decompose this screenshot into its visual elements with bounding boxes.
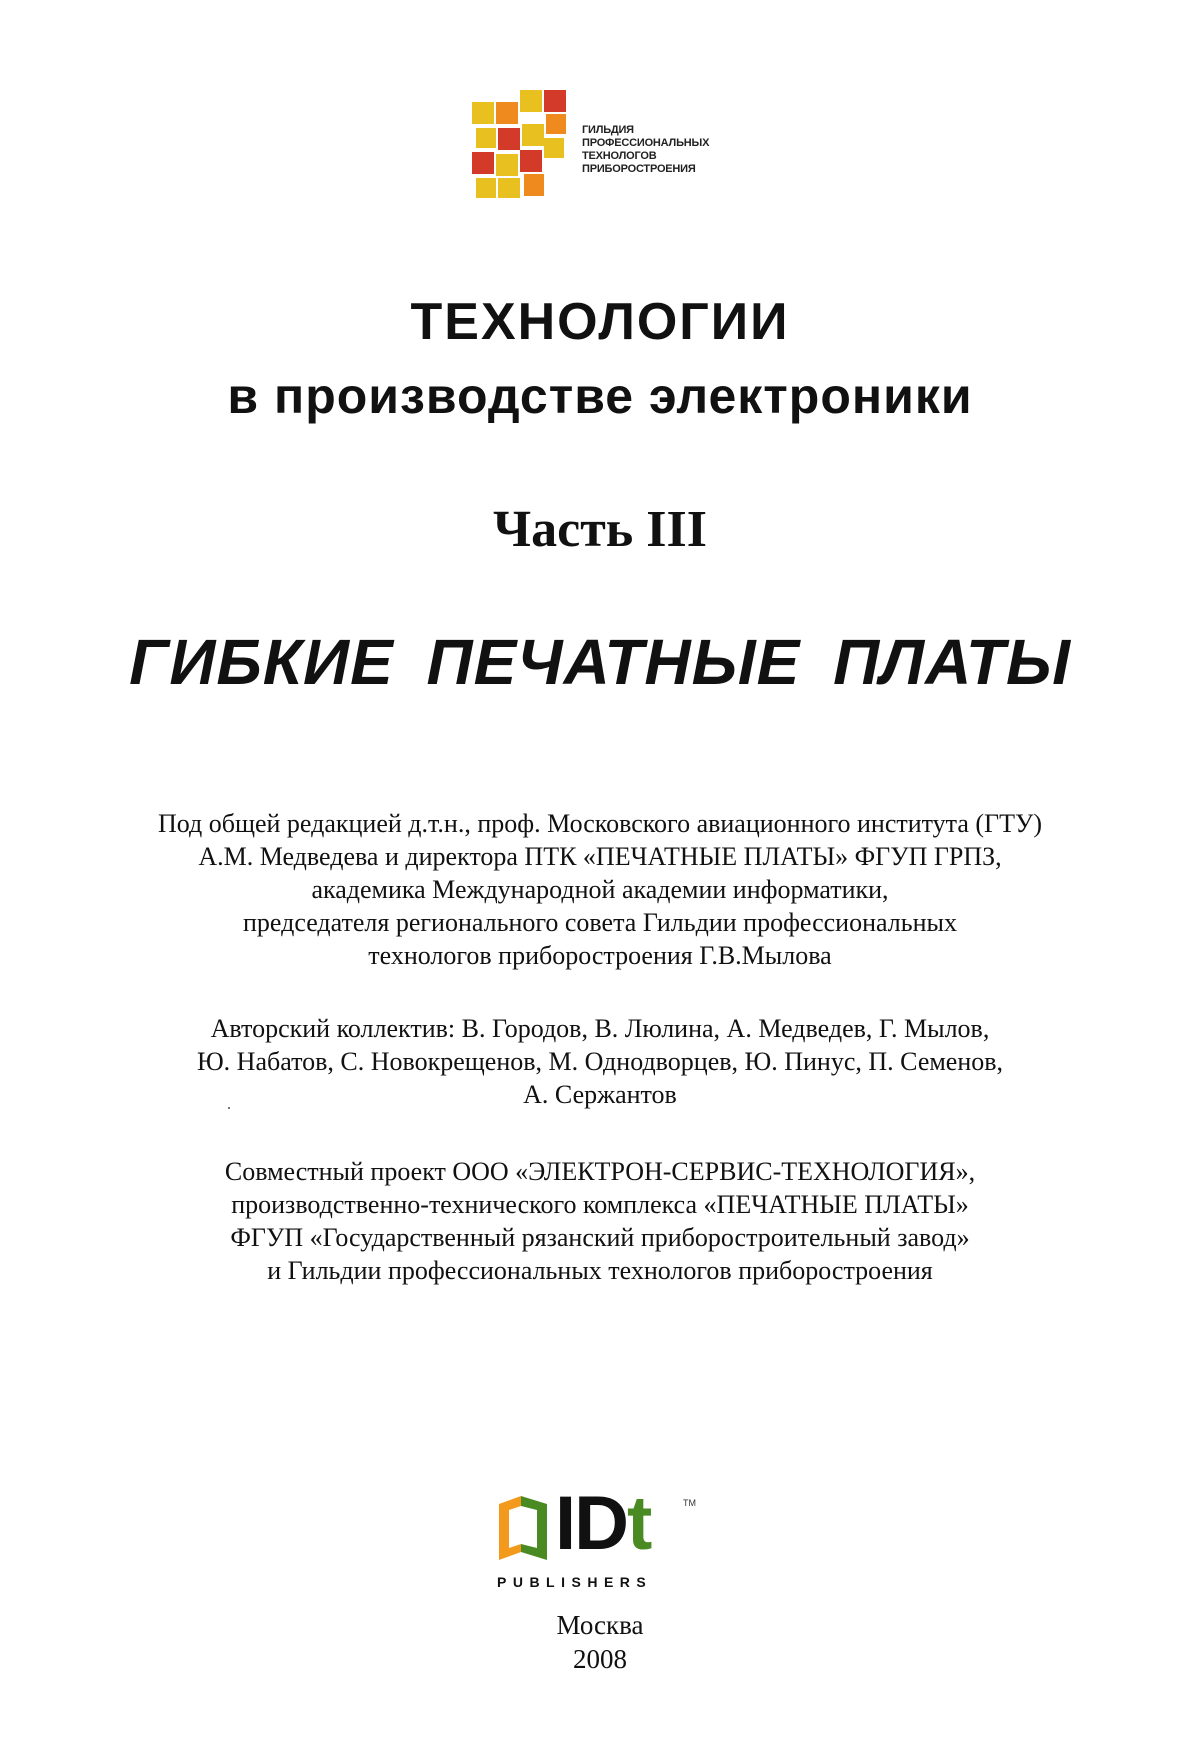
guild-logo [468, 88, 758, 200]
guild-logo-square [520, 90, 542, 112]
authors-line: Авторский коллектив: В. Городов, В. Люлина, А. Медведев, Г. Мылов, [210, 1014, 990, 1043]
guild-logo-square [546, 114, 566, 134]
editor-line: технологов приборостроения Г.В.Мылова [368, 941, 832, 970]
guild-logo-square [498, 178, 520, 198]
publisher-logo [495, 1481, 705, 1590]
guild-logo-square [472, 152, 494, 174]
guild-logo-square [476, 128, 496, 148]
book-subject-title: ГИБКИЕ ПЕЧАТНЫЕ ПЛАТЫ [129, 626, 1071, 698]
idt-emblem-panel [521, 1506, 537, 1548]
editor-line: Под общей редакцией д.т.н., проф. Московского авиационного института (ГТУ) [157, 809, 1043, 838]
guild-name-line: ПРОФЕССИОНАЛЬНЫХ [582, 137, 710, 149]
guild-name-line: ТЕХНОЛОГОВ [582, 150, 657, 162]
publisher-wordmark [555, 1480, 650, 1568]
guild-logo-square [522, 124, 544, 146]
editor-paragraph [40, 807, 1160, 972]
editor-line: академика Международной академии информатики, [311, 875, 889, 904]
authors-line: А. Сержантов [523, 1080, 677, 1109]
guild-logo-square [544, 90, 566, 112]
guild-logo-square [476, 178, 496, 198]
editor-line: А.М. Медведева и директора ПТК «ПЕЧАТНЫЕ ПЛАТЫ» ФГУП ГРПЗ, [198, 842, 1002, 871]
guild-name [582, 124, 709, 176]
idt-publisher-logo-icon [495, 1490, 555, 1570]
authors-paragraph [40, 1012, 1160, 1111]
guild-logo-square [498, 128, 520, 150]
guild-logo-square [544, 138, 564, 158]
guild-logo-square [472, 102, 494, 124]
guild-logo-square [496, 102, 518, 124]
guild-squares-logo-icon [468, 88, 578, 200]
publisher-wordmark-t: t [627, 1481, 651, 1566]
project-paragraph [40, 1155, 1160, 1287]
imprint-city: Москва [556, 1610, 644, 1640]
guild-name-line: ПРИБОРОСТРОЕНИЯ [582, 163, 696, 175]
publisher-label: PUBLISHERS [497, 1574, 653, 1590]
book-part: Часть III [493, 501, 707, 558]
project-line: Совместный проект ООО «ЭЛЕКТРОН-СЕРВИС-ТЕХНОЛОГИЯ», [224, 1157, 976, 1186]
project-line: производственно-технического комплекса «ПЕЧАТНЫЕ ПЛАТЫ» [231, 1190, 969, 1219]
guild-logo-square [496, 154, 518, 176]
idt-emblem-panel [509, 1506, 521, 1548]
guild-logo-square [520, 150, 542, 172]
project-line: ФГУП «Государственный рязанский приборостроительный завод» [230, 1223, 970, 1252]
imprint-year: 2008 [573, 1644, 627, 1674]
authors-line: Ю. Набатов, С. Новокрещенов, М. Однодворцев, Ю. Пинус, П. Семенов, [196, 1047, 1004, 1076]
book-series-subtitle: в производстве электроники [227, 368, 973, 424]
trademark-mark: TM [683, 1498, 696, 1508]
scan-speck [228, 1107, 230, 1109]
editor-line: председателя регионального совета Гильдии профессиональных [243, 908, 957, 937]
book-series-title: ТЕХНОЛОГИИ [410, 293, 790, 351]
guild-logo-square [524, 174, 544, 196]
project-line: и Гильдии профессиональных технологов приборостроения [267, 1256, 933, 1285]
guild-name-line: ГИЛЬДИЯ [582, 124, 634, 136]
publisher-wordmark-id: ID [555, 1481, 627, 1566]
